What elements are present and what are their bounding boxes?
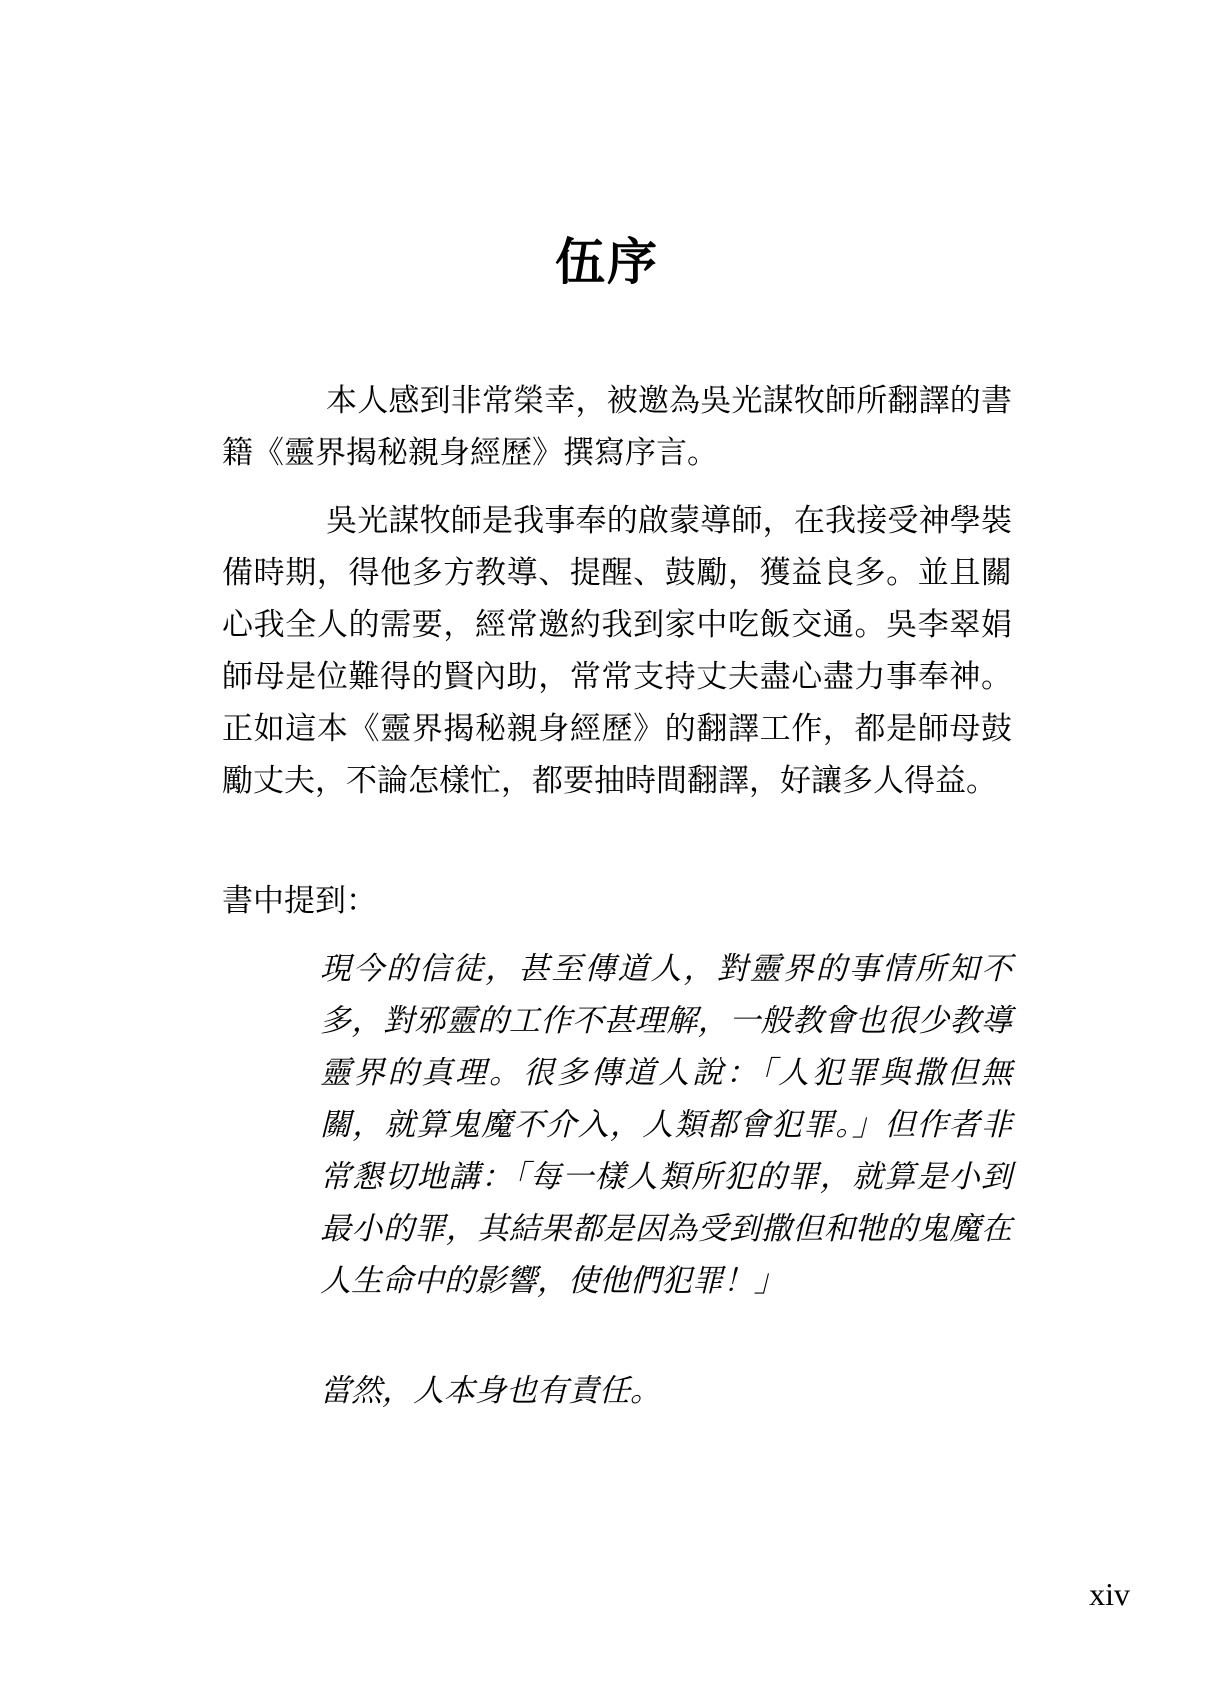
body-paragraph: 書中提到： (222, 883, 377, 919)
page-number: xiv (1089, 1576, 1130, 1612)
block-quote: 當然，人本身也有責任。 (320, 1373, 661, 1409)
block-quote: 現今的信徒，甚至傳道人，對靈界的事情所知不多，對邪靈的工作不甚理解，一般教會也很少教導靈界的真理。很多傳道人說：「人犯罪與撒但無關，就算鬼魔不介入，人類都會犯罪。」但作者非常懇切地講：「每一樣人類所犯的罪，就算是小到最小的罪，其結果都是因為受到撒但和牠的鬼魔在人生命中的影響，使他們犯罪！」 (320, 951, 1012, 1299)
page-title: 伍序 (555, 233, 659, 291)
body-paragraph: 本人感到非常榮幸，被邀為吳光謀牧師所翻譯的書籍《靈界揭秘親身經歷》撰寫序言。 (222, 383, 1012, 471)
body-paragraph: 吳光謀牧師是我事奉的啟蒙導師，在我接受神學裝備時期，得他多方教導、提醒、鼓勵，獲益良多。並且關心我全人的需要，經常邀約我到家中吃飯交通。吳李翠娟師母是位難得的賢內助，常常支持丈夫盡心盡力事奉神。正如這本《靈界揭秘親身經歷》的翻譯工作，都是師母鼓勵丈夫，不論怎樣忙，都要抽時間翻譯，好讓多人得益。 (222, 503, 1012, 799)
